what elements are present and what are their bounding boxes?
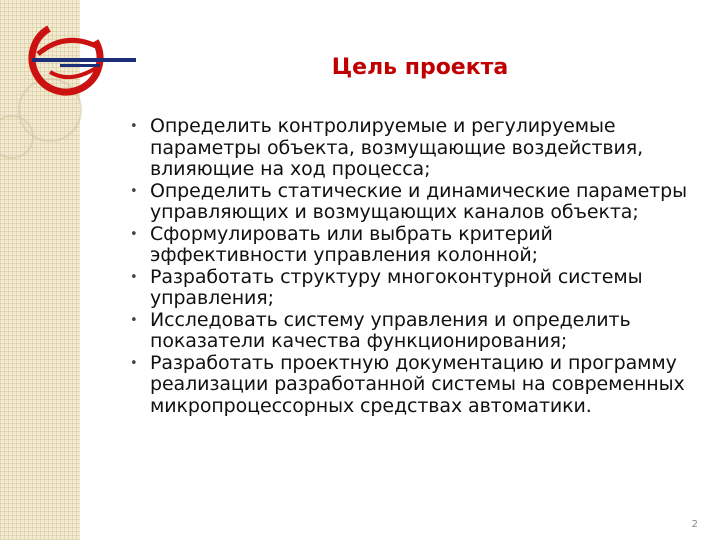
bullet-icon: • <box>130 183 138 199</box>
list-item <box>128 267 703 310</box>
list-item <box>128 181 703 224</box>
list-item-text: Определить статические и динамические параметры управляющих и возмущающих каналов объекта; <box>150 179 687 223</box>
list-item <box>128 353 703 418</box>
bullet-icon: • <box>130 119 138 134</box>
bullet-icon: • <box>130 226 138 242</box>
slide-title: Цель проекта <box>331 55 509 80</box>
list-item <box>128 224 703 267</box>
list-item-text: Исследовать систему управления и определить показатели качества функционирования; <box>150 308 631 352</box>
list-item <box>128 310 703 353</box>
company-logo <box>8 10 138 100</box>
list-item <box>128 116 703 181</box>
bullet-icon: • <box>130 269 138 285</box>
list-item-text: Разработать структуру многоконтурной системы управления; <box>150 265 643 309</box>
page-number: 2 <box>691 519 698 530</box>
bullet-icon: • <box>130 355 138 371</box>
bullet-icon: • <box>130 312 138 328</box>
list-item-text: Определить контролируемые и регулируемые параметры объекта, возмущающие воздействия, влияющие на ход процесса; <box>150 115 644 180</box>
list-item-text: Сформулировать или выбрать критерий эффективности управления колонной; <box>150 222 553 266</box>
list-item-text: Разработать проектную документацию и программу реализации разработанной системы на современных микропроцессорных средствах автоматики. <box>150 351 685 417</box>
objectives-list <box>128 116 703 417</box>
